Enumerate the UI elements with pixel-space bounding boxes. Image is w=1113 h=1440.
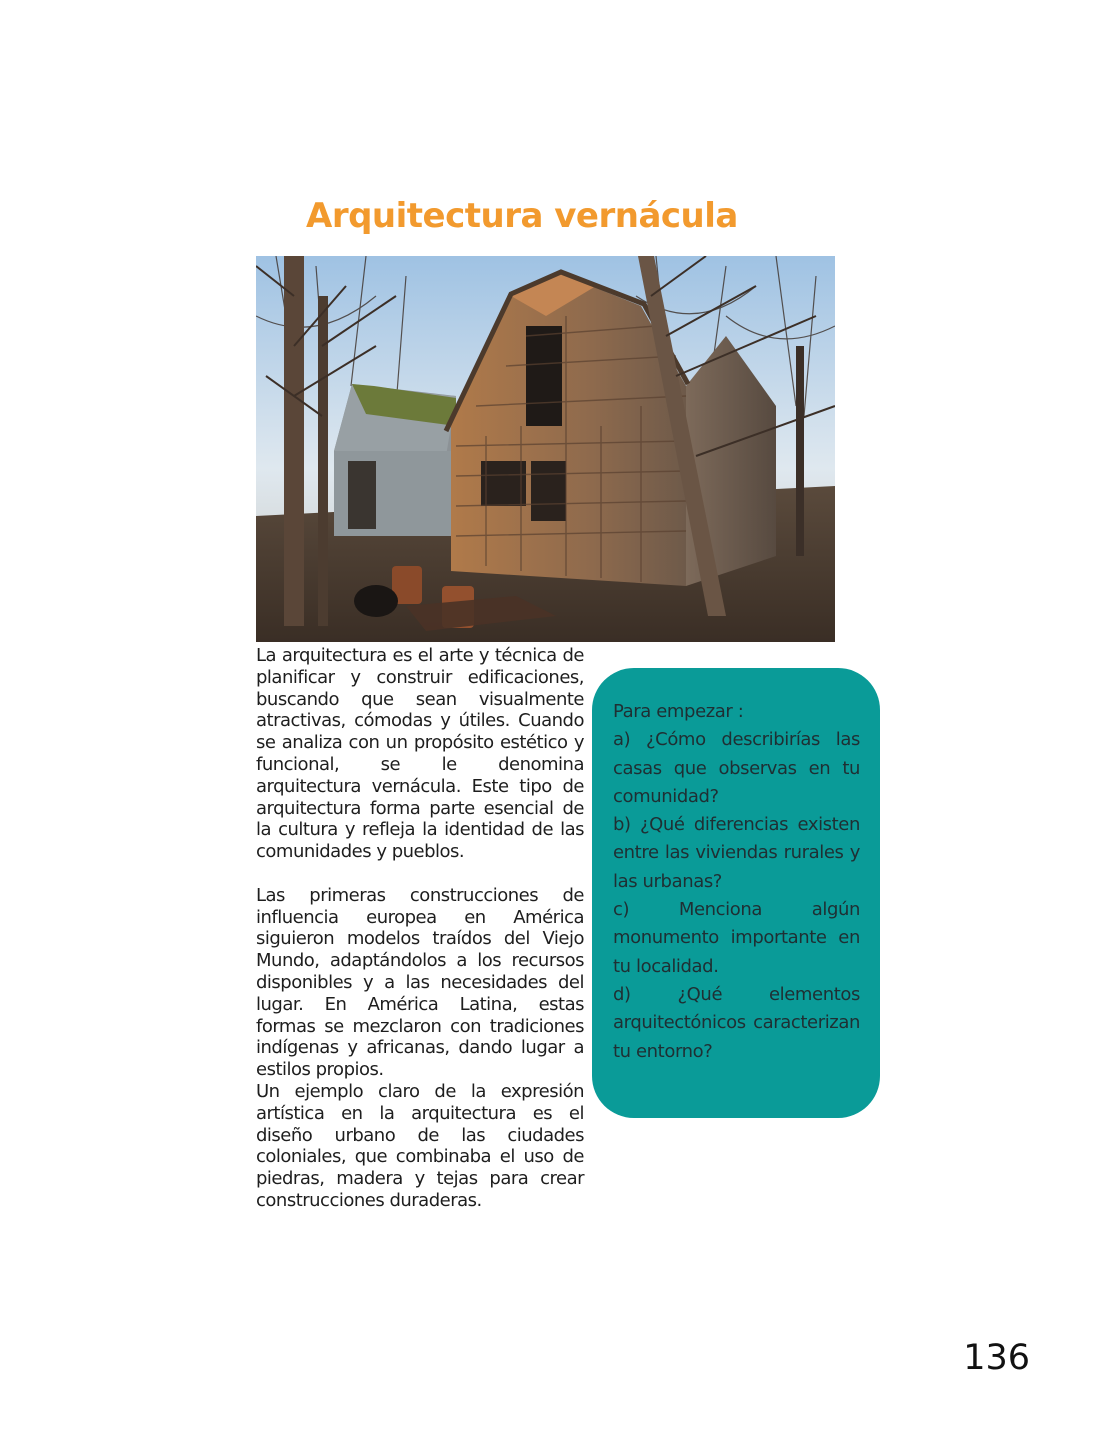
question-b: b) ¿Qué diferencias existen entre las viviendas rurales y las urbanas? (613, 814, 860, 892)
body-text (256, 645, 584, 1212)
questions-heading: Para empezar : (613, 701, 744, 722)
warmup-questions-box (592, 668, 880, 1118)
question-c: c) Menciona algún monumento importante en tu localidad. (613, 899, 860, 977)
paragraph-example: Un ejemplo claro de la expresión artística en la arquitectura es el diseño urbano de las ciudades coloniales, que combinaba el uso de piedras, madera y tejas para crear construcciones duraderas. (256, 1080, 584, 1211)
question-a: a) ¿Cómo describirías las casas que observas en tu comunidad? (613, 729, 860, 807)
paragraph-history: Las primeras construcciones de influencia europea en América siguieron modelos traídos del Viejo Mundo, adaptándolos a los recursos disponibles y a las necesidades del lugar. En América Latina, estas formas se mezclaron con tradiciones indígenas y africanas, dando lugar a estilos propios. (256, 884, 584, 1081)
page-number: 136 (963, 1338, 1030, 1378)
paragraph-intro: La arquitectura es el arte y técnica de planificar y construir edificaciones, buscando que sean visualmente atractivas, cómodas y útiles. Cuando se analiza con un propósito estético y funcional, se le denomina arquitectura vernácula. Este tipo de arquitectura forma parte esencial de la cultura y refleja la identidad de las comunidades y pueblos. (256, 645, 584, 863)
barn-photo (256, 256, 835, 642)
page-title: Arquitectura vernácula (306, 196, 738, 236)
question-d: d) ¿Qué elementos arquitectónicos caracterizan tu entorno? (613, 983, 860, 1062)
